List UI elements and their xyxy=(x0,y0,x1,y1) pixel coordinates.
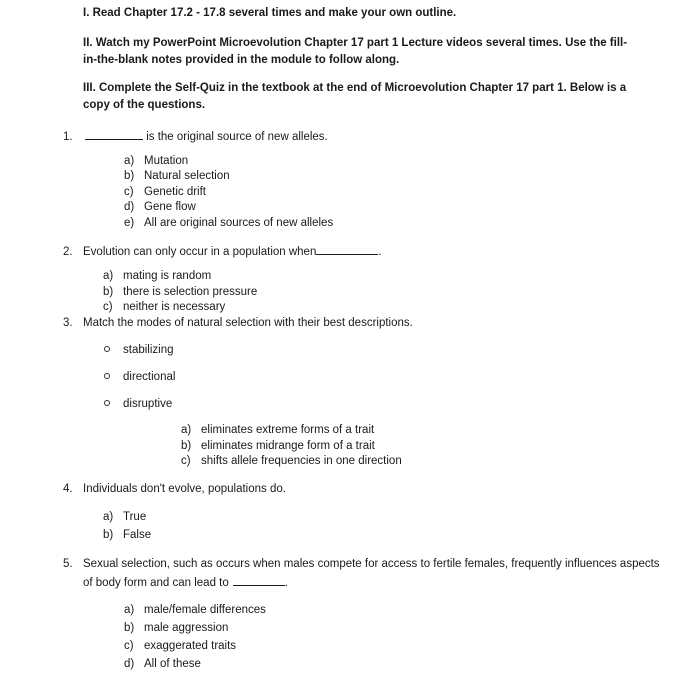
bullet-icon xyxy=(104,400,110,406)
q2-option-b xyxy=(103,286,257,298)
q3-description-b-text: eliminates midrange form of a trait xyxy=(201,440,375,452)
q2-option-a-label: a) xyxy=(103,270,114,282)
question-1 xyxy=(63,129,328,143)
q3-description-c xyxy=(181,455,402,467)
question-4 xyxy=(63,483,286,495)
q3-description-c-label: c) xyxy=(181,455,191,467)
question-5-line-1 xyxy=(63,558,660,570)
q2-option-a-text: mating is random xyxy=(123,270,212,282)
instruction-2-line-2: in-the-blank notes provided in the module to follow along. xyxy=(83,54,400,66)
bullet-icon xyxy=(104,346,110,352)
q1-option-a-text: Mutation xyxy=(144,155,189,167)
q3-description-b-label: b) xyxy=(181,440,192,452)
q5-option-a-text: male/female differences xyxy=(144,604,266,616)
q5-option-a xyxy=(124,604,266,616)
question-2-blank xyxy=(316,244,378,255)
q1-option-a-label: a) xyxy=(124,155,135,167)
instruction-2-line-1: II. Watch my PowerPoint Microevolution Chapter 17 part 1 Lecture videos several times. Use the fill- xyxy=(83,37,628,49)
q2-option-c xyxy=(103,301,225,313)
question-5-number: 5. xyxy=(63,558,73,570)
instruction-3-line-1: III. Complete the Self-Quiz in the textbook at the end of Microevolution Chapter 17 part 1. Below is a xyxy=(83,82,627,94)
q1-option-c-text: Genetic drift xyxy=(144,186,206,198)
q3-mode-stabilizing-text: stabilizing xyxy=(123,344,174,356)
question-5-text-line-1: Sexual selection, such as occurs when males compete for access to fertile females, frequently influences aspects xyxy=(83,558,660,570)
q2-option-b-text: there is selection pressure xyxy=(123,286,258,298)
instruction-3-line-2: copy of the questions. xyxy=(83,99,206,111)
q3-description-a xyxy=(181,424,374,436)
question-1-text: is the original source of new alleles. xyxy=(143,131,328,143)
question-4-text: Individuals don't evolve, populations do. xyxy=(83,483,286,495)
bullet-icon xyxy=(104,373,110,379)
question-2-number: 2. xyxy=(63,246,73,258)
q3-description-c-text: shifts allele frequencies in one direction xyxy=(201,455,402,467)
q5-option-b-text: male aggression xyxy=(144,622,229,634)
question-3 xyxy=(63,317,413,329)
question-5-end: . xyxy=(284,577,288,589)
q5-option-d-label: d) xyxy=(124,658,135,670)
instruction-1: I. Read Chapter 17.2 - 17.8 several times and make your own outline. xyxy=(83,7,457,19)
question-5-blank xyxy=(233,575,285,586)
q5-option-c-label: c) xyxy=(124,640,134,652)
q4-option-b-label: b) xyxy=(103,529,114,541)
q5-option-c xyxy=(124,640,236,652)
q2-option-c-label: c) xyxy=(103,301,113,313)
question-5-text-line-2: of body form and can lead to xyxy=(83,577,229,589)
q5-option-d-text: All of these xyxy=(144,658,201,670)
question-3-text: Match the modes of natural selection with their best descriptions. xyxy=(83,317,413,329)
q3-mode-directional xyxy=(104,371,175,383)
q1-option-b-label: b) xyxy=(124,170,135,182)
q1-option-c xyxy=(124,186,206,198)
q3-description-b xyxy=(181,440,375,452)
q3-description-a-text: eliminates extreme forms of a trait xyxy=(201,424,375,436)
question-4-number: 4. xyxy=(63,483,73,495)
q1-option-c-label: c) xyxy=(124,186,134,198)
q5-option-b-label: b) xyxy=(124,622,135,634)
question-5-line-2 xyxy=(83,575,288,589)
q2-option-c-text: neither is necessary xyxy=(123,301,226,313)
q4-option-a xyxy=(103,511,146,523)
q4-option-a-label: a) xyxy=(103,511,114,523)
q4-option-b-text: False xyxy=(123,529,152,541)
question-2-end: . xyxy=(378,246,382,258)
q5-option-a-label: a) xyxy=(124,604,135,616)
q1-option-e xyxy=(124,217,333,229)
q4-option-b xyxy=(103,529,151,541)
q3-mode-directional-text: directional xyxy=(123,371,176,383)
q3-mode-stabilizing xyxy=(104,344,174,356)
question-3-number: 3. xyxy=(63,317,73,329)
q2-option-b-label: b) xyxy=(103,286,114,298)
q1-option-b xyxy=(124,170,230,182)
question-2-text: Evolution can only occur in a population when xyxy=(83,246,317,258)
q1-option-d-text: Gene flow xyxy=(144,201,196,213)
q4-option-a-text: True xyxy=(123,511,147,523)
q1-option-a xyxy=(124,155,188,167)
q1-option-d-label: d) xyxy=(124,201,135,213)
q1-option-d xyxy=(124,201,196,213)
question-2 xyxy=(63,244,382,258)
q1-option-e-label: e) xyxy=(124,217,135,229)
question-1-blank xyxy=(85,129,143,140)
q2-option-a xyxy=(103,270,211,282)
question-1-number: 1. xyxy=(63,131,73,143)
q1-option-b-text: Natural selection xyxy=(144,170,230,182)
q5-option-b xyxy=(124,622,228,634)
q3-description-a-label: a) xyxy=(181,424,192,436)
q5-option-c-text: exaggerated traits xyxy=(144,640,237,652)
q1-option-e-text: All are original sources of new alleles xyxy=(144,217,334,229)
q3-mode-disruptive xyxy=(104,398,172,410)
q3-mode-disruptive-text: disruptive xyxy=(123,398,173,410)
q5-option-d xyxy=(124,658,201,670)
